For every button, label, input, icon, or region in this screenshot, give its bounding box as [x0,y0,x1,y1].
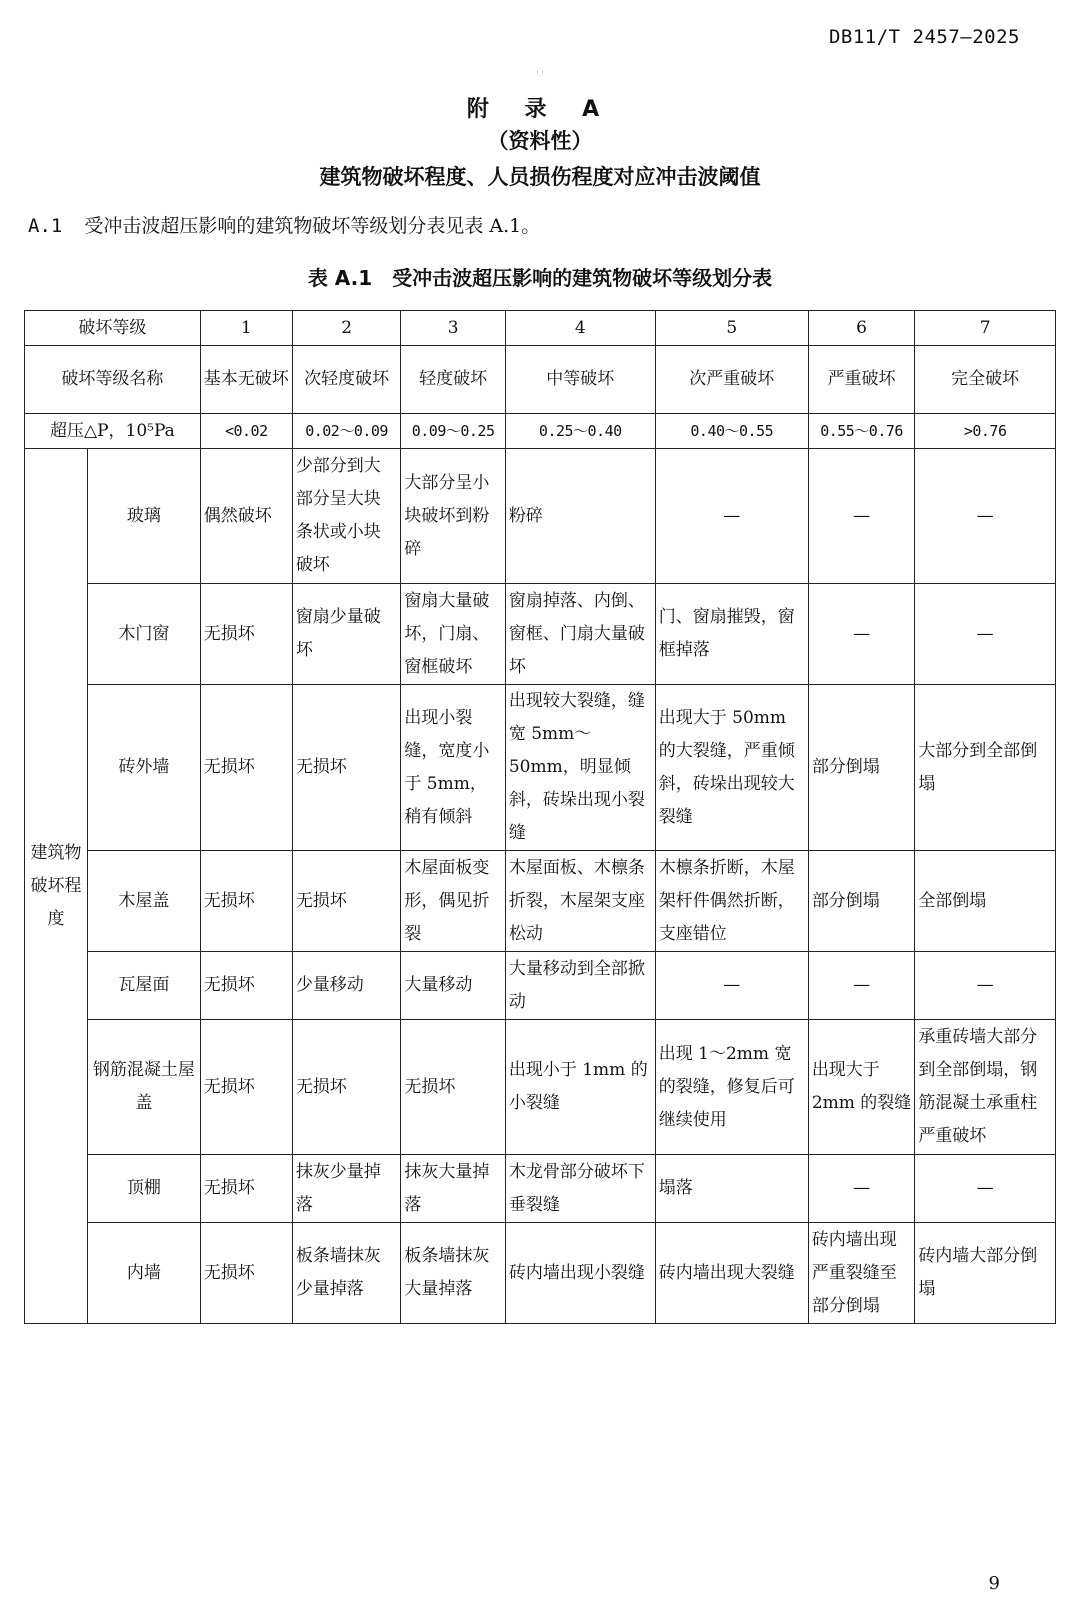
damage-cell: 砖内墙出现大裂缝 [655,1223,808,1324]
component-name: 木门窗 [88,584,201,685]
damage-cell: 大部分呈小块破坏到粉碎 [401,449,505,584]
damage-cell: 砖内墙出现严重裂缝至部分倒塌 [808,1223,915,1324]
grade-cell: 2 [292,311,401,346]
damage-cell: 砖内墙大部分倒塌 [915,1223,1056,1324]
component-name: 钢筋混凝土屋盖 [88,1020,201,1155]
damage-cell: 承重砖墙大部分到全部倒塌，钢筋混凝土承重柱严重破坏 [915,1020,1056,1155]
damage-cell: 塌落 [655,1155,808,1223]
damage-cell: — [915,449,1056,584]
grade-cell: 7 [915,311,1056,346]
pressure-cell: <0.02 [200,414,292,449]
damage-cell: — [655,449,808,584]
damage-cell: — [915,584,1056,685]
damage-cell: 大量移动 [401,952,505,1020]
component-row [25,685,1056,851]
damage-cell: 出现大于 50mm 的大裂缝，严重倾斜，砖垛出现较大裂缝 [655,685,808,851]
component-row [25,851,1056,952]
component-name: 玻璃 [88,449,201,584]
damage-cell: 无损坏 [200,685,292,851]
grade-cell: 5 [655,311,808,346]
damage-cell: 少部分到大部分呈大块条状或小块破坏 [292,449,401,584]
component-row [25,449,1056,584]
grade-name-cell: 次轻度破坏 [292,346,401,414]
damage-cell: 窗扇少量破坏 [292,584,401,685]
grade-name-cell: 严重破坏 [808,346,915,414]
damage-cell: — [915,952,1056,1020]
clause-a1 [28,211,540,238]
component-name: 内墙 [88,1223,201,1324]
component-row [25,952,1056,1020]
grade-label: 破坏等级 [25,311,201,346]
pressure-cell: >0.76 [915,414,1056,449]
table-caption: 表 A.1 受冲击波超压影响的建筑物破坏等级划分表 [307,266,773,290]
component-row [25,584,1056,685]
pressure-cell: 0.09～0.25 [401,414,505,449]
damage-cell: 无损坏 [200,1223,292,1324]
clause-number: A.1 [28,215,63,237]
component-row [25,1020,1056,1155]
component-name: 顶棚 [88,1155,201,1223]
damage-cell: 抹灰大量掉落 [401,1155,505,1223]
group-label: 建筑物破坏程度 [25,449,88,1324]
grade-cell: 1 [200,311,292,346]
print-marks: ' ' [536,70,544,79]
grade-name-row [25,346,1056,414]
damage-cell: — [915,1155,1056,1223]
damage-cell: 出现 1～2mm 宽的裂缝，修复后可继续使用 [655,1020,808,1155]
clause-text: 受冲击波超压影响的建筑物破坏等级划分表见表 A.1。 [84,215,541,237]
damage-cell: 无损坏 [200,1155,292,1223]
damage-cell: 无损坏 [292,1020,401,1155]
appendix-heading: 建筑物破坏程度、人员损伤程度对应冲击波阈值 [319,165,761,189]
grade-name-cell: 基本无破坏 [200,346,292,414]
damage-cell: 全部倒塌 [915,851,1056,952]
damage-cell: 大部分到全部倒塌 [915,685,1056,851]
damage-cell: 木屋面板变形，偶见折裂 [401,851,505,952]
pressure-label: 超压△P，10⁵Pa [25,414,201,449]
appendix-nature: （资料性） [487,129,593,153]
grade-cell: 6 [808,311,915,346]
damage-cell: 无损坏 [292,851,401,952]
component-row [25,1155,1056,1223]
damage-cell: 出现较大裂缝，缝宽 5mm～50mm，明显倾斜，砖垛出现小裂缝 [505,685,655,851]
damage-cell: 部分倒塌 [808,851,915,952]
damage-cell: 砖内墙出现小裂缝 [505,1223,655,1324]
damage-cell: 无损坏 [200,851,292,952]
damage-cell: 木屋面板、木檩条折裂，木屋架支座松动 [505,851,655,952]
damage-cell: 出现大于 2mm 的裂缝 [808,1020,915,1155]
damage-cell: 少量移动 [292,952,401,1020]
grade-name-cell: 轻度破坏 [401,346,505,414]
damage-cell: 抹灰少量掉落 [292,1155,401,1223]
standard-code: DB11/T 2457—2025 [828,26,1020,48]
damage-cell: 无损坏 [200,584,292,685]
grade-name-cell: 完全破坏 [915,346,1056,414]
damage-cell: — [808,1155,915,1223]
grade-row [25,311,1056,346]
grade-cell: 4 [505,311,655,346]
grade-name-cell: 中等破坏 [505,346,655,414]
damage-cell: 无损坏 [200,952,292,1020]
pressure-cell: 0.25～0.40 [505,414,655,449]
damage-cell: 窗扇掉落、内倒、窗框、门扇大量破坏 [505,584,655,685]
pressure-cell: 0.02～0.09 [292,414,401,449]
component-row [25,1223,1056,1324]
damage-cell: — [655,952,808,1020]
damage-cell: — [808,449,915,584]
component-name: 木屋盖 [88,851,201,952]
damage-cell: 无损坏 [200,1020,292,1155]
damage-cell: 板条墙抹灰少量掉落 [292,1223,401,1324]
damage-grade-table [24,310,1056,1324]
damage-cell: — [808,584,915,685]
pressure-cell: 0.55～0.76 [808,414,915,449]
damage-cell: 出现小裂缝，宽度小于 5mm，稍有倾斜 [401,685,505,851]
pressure-cell: 0.40～0.55 [655,414,808,449]
appendix-title: 附 录 A [466,97,614,122]
damage-cell: — [808,952,915,1020]
component-name: 砖外墙 [88,685,201,851]
damage-cell: 板条墙抹灰大量掉落 [401,1223,505,1324]
damage-cell: 偶然破坏 [200,449,292,584]
damage-cell: 部分倒塌 [808,685,915,851]
damage-cell: 木龙骨部分破坏下垂裂缝 [505,1155,655,1223]
pressure-row [25,414,1056,449]
damage-cell: 无损坏 [292,685,401,851]
damage-cell: 大量移动到全部掀动 [505,952,655,1020]
damage-cell: 粉碎 [505,449,655,584]
damage-cell: 门、窗扇摧毁，窗框掉落 [655,584,808,685]
damage-cell: 无损坏 [401,1020,505,1155]
grade-name-label: 破坏等级名称 [25,346,201,414]
grade-name-cell: 次严重破坏 [655,346,808,414]
page-number: 9 [988,1573,1000,1594]
component-name: 瓦屋面 [88,952,201,1020]
damage-cell: 出现小于 1mm 的小裂缝 [505,1020,655,1155]
damage-cell: 窗扇大量破坏，门扇、窗框破坏 [401,584,505,685]
damage-cell: 木檩条折断，木屋架杆件偶然折断，支座错位 [655,851,808,952]
grade-cell: 3 [401,311,505,346]
